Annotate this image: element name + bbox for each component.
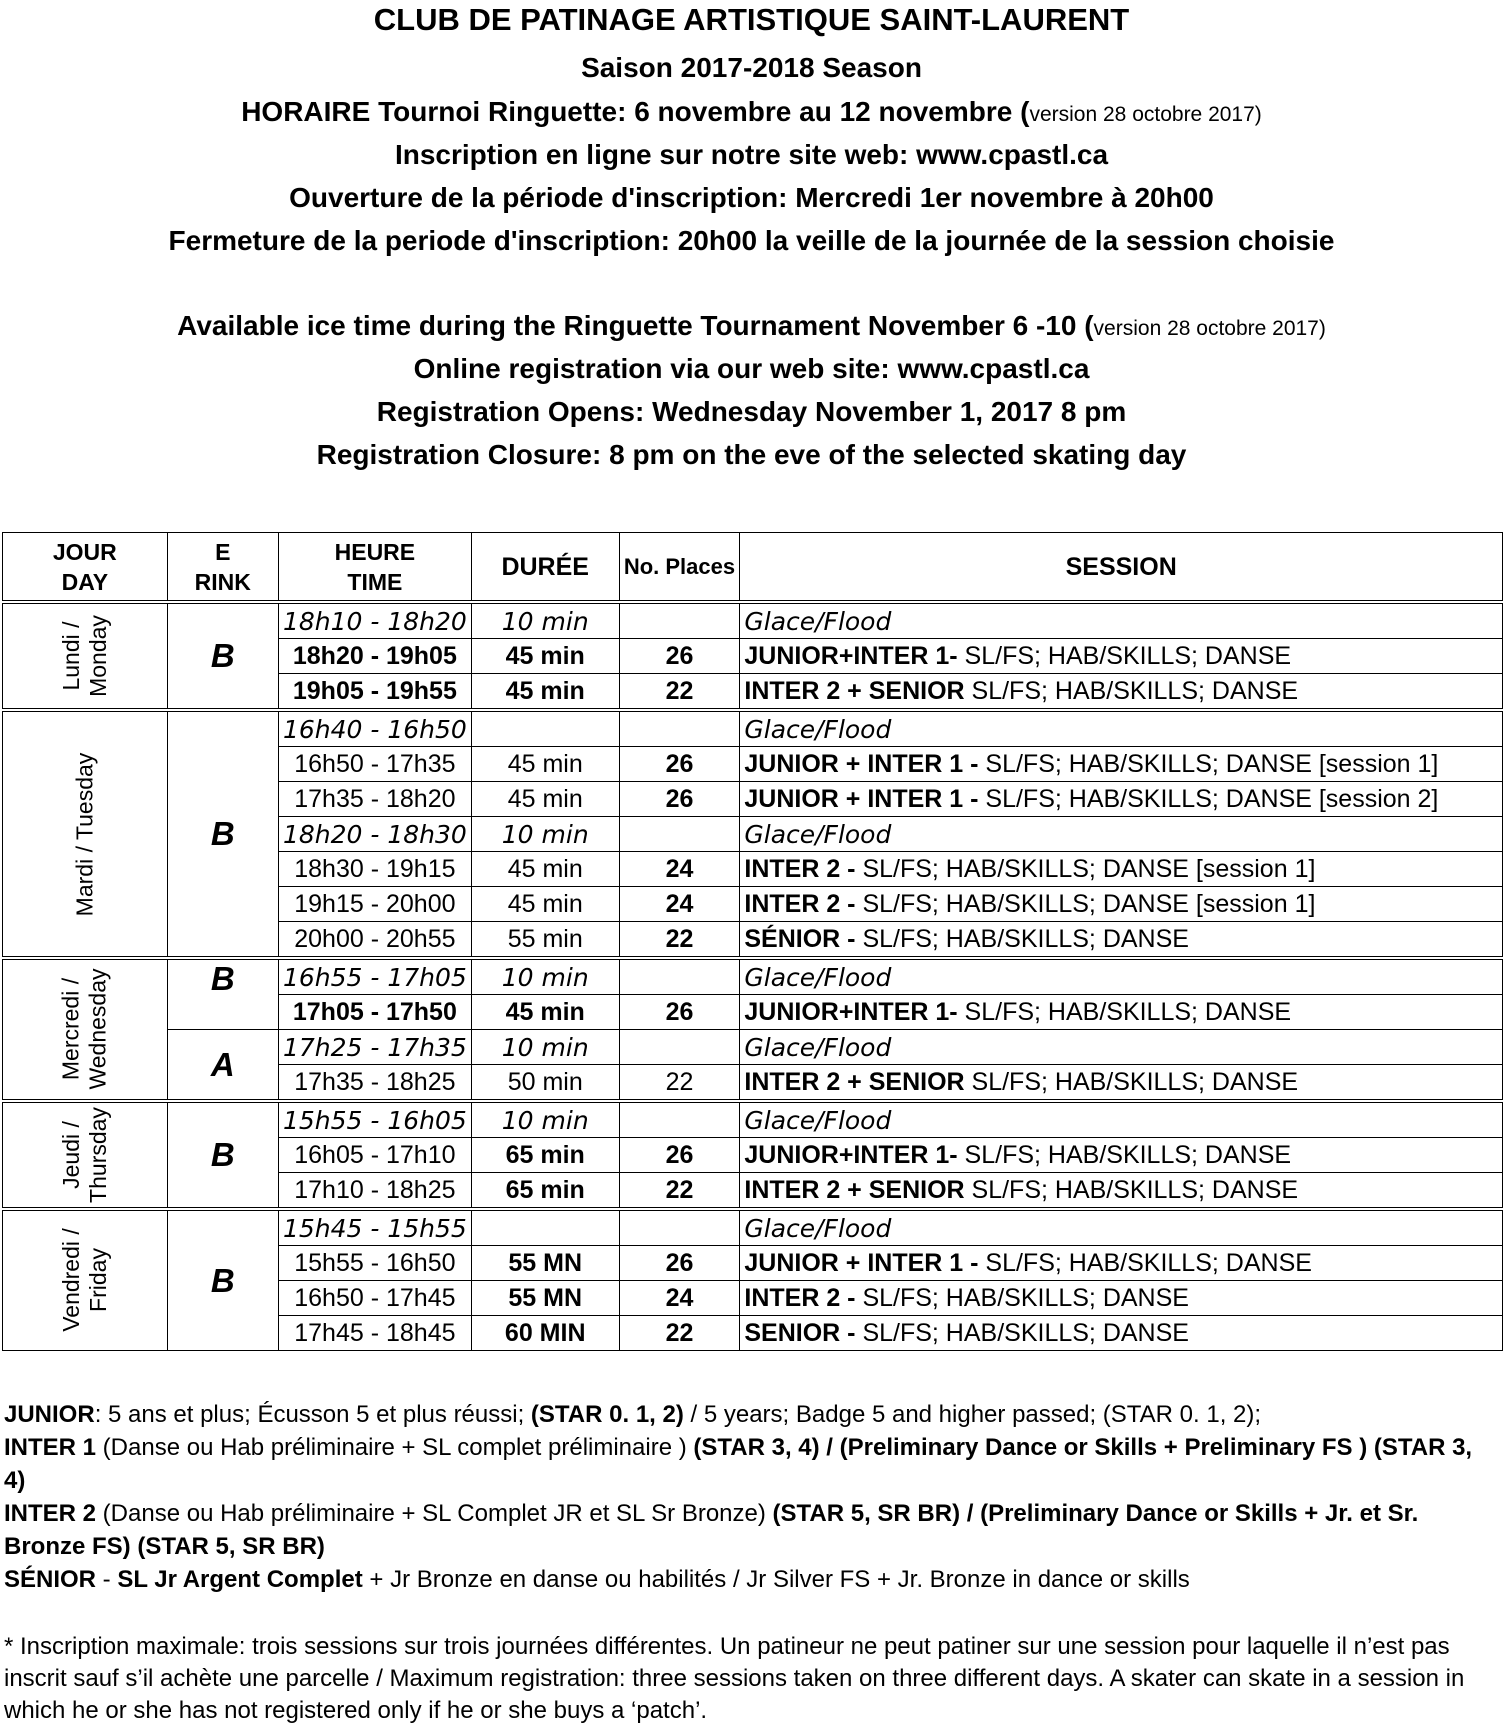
time-cell: 18h20 - 19h05: [278, 639, 471, 674]
session-detail: SL/FS; HAB/SKILLS; DANSE: [964, 1067, 1299, 1096]
session-level: INTER 2 -: [744, 889, 856, 918]
places-cell: 22: [619, 674, 740, 711]
time-cell: 17h05 - 17h50: [278, 995, 471, 1030]
time-cell: 18h20 - 18h30: [278, 817, 471, 852]
rink-cell: B: [167, 958, 278, 1030]
closure-line: Registration Closure: 8 pm on the eve of the selected skating day: [316, 439, 1187, 470]
session-cell: [740, 922, 1503, 959]
duration-cell: 65 min: [471, 1173, 619, 1210]
day-label-line1: Mardi / Tuesday: [71, 752, 98, 916]
session-cell: [740, 958, 1503, 995]
session-detail: Glace/Flood: [744, 606, 892, 636]
note-inter1: [4, 1431, 1499, 1497]
duration-cell: 10 min: [471, 958, 619, 995]
session-detail: Glace/Flood: [744, 819, 892, 849]
rink-cell: B: [167, 1209, 278, 1351]
duration-cell: 60 MIN: [471, 1316, 619, 1351]
season-line: Saison 2017-2018 Season: [581, 52, 922, 83]
available-line: [0, 310, 1503, 342]
session-detail: Glace/Flood: [744, 1213, 892, 1243]
places-cell: 22: [619, 1065, 740, 1102]
duration-cell: 55 MN: [471, 1246, 619, 1281]
session-detail: SL/FS; HAB/SKILLS; DANSE: [957, 997, 1292, 1026]
schedule-body: [3, 602, 1503, 1351]
places-cell: 26: [619, 1138, 740, 1173]
table-row: [3, 710, 1503, 747]
places-cell: 24: [619, 887, 740, 922]
time-cell: 15h45 - 15h55: [278, 1209, 471, 1246]
time-cell: 18h10 - 18h20: [278, 602, 471, 639]
session-detail: SL/FS; HAB/SKILLS; DANSE: [855, 924, 1189, 953]
session-cell: [740, 1246, 1503, 1281]
horaire-line: [0, 96, 1503, 128]
header-duration: DURÉE: [471, 533, 619, 603]
available-text: Available ice time during the Ringuette Tournament November 6 -10 (: [177, 310, 1094, 341]
places-cell: 26: [619, 639, 740, 674]
time-cell: 16h50 - 17h45: [278, 1281, 471, 1316]
table-row: [3, 602, 1503, 639]
session-cell: [740, 887, 1503, 922]
duration-cell: 10 min: [471, 1101, 619, 1138]
session-detail: SL/FS; HAB/SKILLS; DANSE [session 1]: [855, 854, 1316, 883]
duration-cell: 10 min: [471, 1030, 619, 1065]
day-label: [58, 968, 112, 1089]
day-cell: [3, 710, 168, 958]
session-level: INTER 2 -: [744, 1283, 856, 1312]
session-cell: [740, 710, 1503, 747]
duration-cell: [471, 710, 619, 747]
session-level: INTER 2 -: [744, 854, 856, 883]
session-cell: [740, 602, 1503, 639]
day-label-line1: Jeudi /: [57, 1120, 84, 1189]
day-label: [58, 615, 112, 697]
session-detail: Glace/Flood: [744, 714, 892, 744]
places-cell: [619, 1209, 740, 1246]
available-version: version 28 octobre 2017): [1093, 317, 1326, 340]
session-cell: [740, 1316, 1503, 1351]
time-cell: 19h05 - 19h55: [278, 674, 471, 711]
rink-cell: B: [167, 1101, 278, 1209]
session-cell: [740, 747, 1503, 782]
session-level: INTER 2 + SENIOR: [744, 1175, 965, 1204]
note-inter2: [4, 1497, 1499, 1563]
session-cell: [740, 1138, 1503, 1173]
session-level: JUNIOR+INTER 1-: [744, 997, 958, 1026]
duration-cell: 55 min: [471, 922, 619, 959]
session-cell: [740, 1101, 1503, 1138]
session-detail: SL/FS; HAB/SKILLS; DANSE: [957, 641, 1292, 670]
session-detail: SL/FS; HAB/SKILLS; DANSE: [964, 1175, 1299, 1204]
session-detail: SL/FS; HAB/SKILLS; DANSE: [855, 1318, 1189, 1347]
table-row: [3, 1101, 1503, 1138]
places-cell: 24: [619, 852, 740, 887]
places-cell: [619, 1101, 740, 1138]
header-time: HEURE TIME: [278, 533, 471, 603]
session-level: JUNIOR + INTER 1 -: [744, 784, 979, 813]
duration-cell: 45 min: [471, 747, 619, 782]
session-cell: [740, 852, 1503, 887]
day-label-line1: Lundi /: [57, 620, 84, 691]
day-label: [58, 1228, 112, 1332]
day-label-line2: Wednesday: [84, 968, 111, 1090]
places-cell: 22: [619, 1173, 740, 1210]
day-label-line1: Vendredi /: [57, 1228, 84, 1332]
day-label-line2: Monday: [84, 614, 111, 697]
session-detail: Glace/Flood: [744, 1032, 892, 1062]
places-cell: 22: [619, 1316, 740, 1351]
day-cell: [3, 602, 168, 710]
day-label: [71, 752, 98, 916]
session-cell: [740, 995, 1503, 1030]
note-segment: (STAR 0. 1, 2): [530, 1401, 684, 1428]
time-cell: 20h00 - 20h55: [278, 922, 471, 959]
time-cell: 17h10 - 18h25: [278, 1173, 471, 1210]
duration-cell: [471, 1209, 619, 1246]
places-cell: 26: [619, 1246, 740, 1281]
footnote: * Inscription maximale: trois sessions sur trois journées différentes. Un patineur ne peut patiner sur une session pour laquelle il n’est pas inscrit sauf s’il achète une parcelle / Maximum registration: three sessions taken on three different days. A skater can skate in a session in which he or she has not registered only if he or she buys a ‘patch’.: [4, 1633, 1465, 1724]
places-cell: [619, 958, 740, 995]
session-cell: [740, 674, 1503, 711]
time-cell: 19h15 - 20h00: [278, 887, 471, 922]
time-cell: 18h30 - 19h15: [278, 852, 471, 887]
table-row: [3, 1209, 1503, 1246]
inscription-line: Inscription en ligne sur notre site web: www.cpastl.ca: [394, 139, 1109, 170]
note-segment: INTER 2: [4, 1500, 97, 1527]
session-cell: [740, 1065, 1503, 1102]
session-level: JUNIOR + INTER 1 -: [744, 1248, 979, 1277]
session-cell: [740, 639, 1503, 674]
time-cell: 17h25 - 17h35: [278, 1030, 471, 1065]
header-rink: E RINK: [167, 533, 278, 603]
session-detail: SL/FS; HAB/SKILLS; DANSE: [957, 1140, 1292, 1169]
session-detail: SL/FS; HAB/SKILLS; DANSE [session 2]: [978, 784, 1439, 813]
time-cell: 17h45 - 18h45: [278, 1316, 471, 1351]
duration-cell: 10 min: [471, 817, 619, 852]
duration-cell: 45 min: [471, 674, 619, 711]
note-segment: INTER 1: [4, 1434, 97, 1461]
session-detail: SL/FS; HAB/SKILLS; DANSE: [964, 676, 1299, 705]
schedule-table: [2, 532, 1503, 1351]
day-cell: [3, 958, 168, 1101]
session-cell: [740, 1030, 1503, 1065]
duration-cell: 45 min: [471, 639, 619, 674]
note-segment: SL Jr Argent Complet: [117, 1566, 363, 1593]
day-label-line1: Mercredi /: [57, 977, 84, 1081]
duration-cell: 45 min: [471, 887, 619, 922]
time-cell: 16h50 - 17h35: [278, 747, 471, 782]
duration-cell: 65 min: [471, 1138, 619, 1173]
header-session: SESSION: [740, 533, 1503, 603]
session-cell: [740, 817, 1503, 852]
session-level: JUNIOR+INTER 1-: [744, 1140, 958, 1169]
session-level: JUNIOR+INTER 1-: [744, 641, 958, 670]
session-detail: SL/FS; HAB/SKILLS; DANSE [session 1]: [978, 749, 1439, 778]
session-level: INTER 2 + SENIOR: [744, 1067, 965, 1096]
time-cell: 15h55 - 16h05: [278, 1101, 471, 1138]
note-segment: + Jr Bronze en danse ou habilités / Jr Silver FS + Jr. Bronze in dance or skills: [362, 1566, 1190, 1593]
note-segment: JUNIOR: [4, 1401, 95, 1428]
note-segment: : 5 ans et plus; Écusson 5 et plus réussi;: [94, 1401, 531, 1428]
note-segment: -: [96, 1566, 118, 1593]
horaire-text: HORAIRE Tournoi Ringuette: 6 novembre au 12 novembre (: [241, 96, 1030, 127]
note-senior: [4, 1563, 1499, 1596]
ouverture-line: Ouverture de la période d'inscription: Mercredi 1er novembre à 20h00: [289, 182, 1214, 213]
note-segment: SÉNIOR: [4, 1566, 97, 1593]
duration-cell: 45 min: [471, 782, 619, 817]
note-segment: (Danse ou Hab préliminaire + SL Complet JR et SL Sr Bronze): [96, 1500, 773, 1527]
horaire-version: version 28 octobre 2017): [1029, 103, 1262, 126]
day-cell: [3, 1101, 168, 1209]
duration-cell: 45 min: [471, 995, 619, 1030]
duration-cell: 10 min: [471, 602, 619, 639]
session-detail: SL/FS; HAB/SKILLS; DANSE [session 1]: [855, 889, 1316, 918]
duration-cell: 45 min: [471, 852, 619, 887]
rink-cell: A: [167, 1030, 278, 1102]
time-cell: 16h40 - 16h50: [278, 710, 471, 747]
session-level: SENIOR -: [744, 1318, 856, 1347]
places-cell: [619, 817, 740, 852]
day-label-line2: Thursday: [84, 1106, 111, 1203]
rink-cell: B: [167, 602, 278, 710]
note-segment: / 5 years; Badge 5 and higher passed; (STAR 0. 1, 2);: [683, 1401, 1262, 1428]
places-cell: [619, 710, 740, 747]
fermeture-line: Fermeture de la periode d'inscription: 20h00 la veille de la journée de la session choisie: [168, 225, 1335, 256]
places-cell: 24: [619, 1281, 740, 1316]
places-cell: [619, 1030, 740, 1065]
table-row: [3, 958, 1503, 995]
rink-cell: B: [167, 710, 278, 958]
level-notes: [4, 1398, 1499, 1596]
places-cell: 22: [619, 922, 740, 959]
places-cell: [619, 602, 740, 639]
places-cell: 26: [619, 995, 740, 1030]
day-label-line2: Friday: [84, 1248, 111, 1312]
session-cell: [740, 1209, 1503, 1246]
session-cell: [740, 1281, 1503, 1316]
club-title: CLUB DE PATINAGE ARTISTIQUE SAINT-LAURENT: [373, 2, 1130, 37]
note-segment: (Danse ou Hab préliminaire + SL complet préliminaire ): [96, 1434, 694, 1461]
places-cell: 26: [619, 782, 740, 817]
session-level: JUNIOR + INTER 1 -: [744, 749, 979, 778]
time-cell: 17h35 - 18h20: [278, 782, 471, 817]
time-cell: 15h55 - 16h50: [278, 1246, 471, 1281]
time-cell: 17h35 - 18h25: [278, 1065, 471, 1102]
time-cell: 16h55 - 17h05: [278, 958, 471, 995]
places-cell: 26: [619, 747, 740, 782]
duration-cell: 55 MN: [471, 1281, 619, 1316]
session-detail: SL/FS; HAB/SKILLS; DANSE: [978, 1248, 1312, 1277]
table-header-row: [3, 533, 1503, 603]
time-cell: 16h05 - 17h10: [278, 1138, 471, 1173]
session-detail: Glace/Flood: [744, 962, 892, 992]
session-cell: [740, 1173, 1503, 1210]
header-places: No. Places: [619, 533, 740, 603]
note-segment: (STAR 5, SR BR) / (Preliminary Dance or Skills + Jr. et Sr. Bronze FS) (STAR 5, SR BR): [4, 1500, 1419, 1560]
day-cell: [3, 1209, 168, 1351]
session-detail: SL/FS; HAB/SKILLS; DANSE: [855, 1283, 1189, 1312]
header-day: JOUR DAY: [3, 533, 168, 603]
note-segment: (STAR 3, 4) / (Preliminary Dance or Skills + Preliminary FS ) (STAR 3, 4): [4, 1434, 1473, 1494]
table-row: [3, 1030, 1503, 1065]
opens-line: Registration Opens: Wednesday November 1, 2017 8 pm: [376, 396, 1127, 427]
duration-cell: 50 min: [471, 1065, 619, 1102]
session-level: INTER 2 + SENIOR: [744, 676, 965, 705]
session-cell: [740, 782, 1503, 817]
online-line: Online registration via our web site: www.cpastl.ca: [413, 353, 1090, 384]
session-detail: Glace/Flood: [744, 1105, 892, 1135]
day-label: [58, 1107, 112, 1203]
note-junior: [4, 1398, 1499, 1431]
session-level: SÉNIOR -: [744, 924, 856, 953]
